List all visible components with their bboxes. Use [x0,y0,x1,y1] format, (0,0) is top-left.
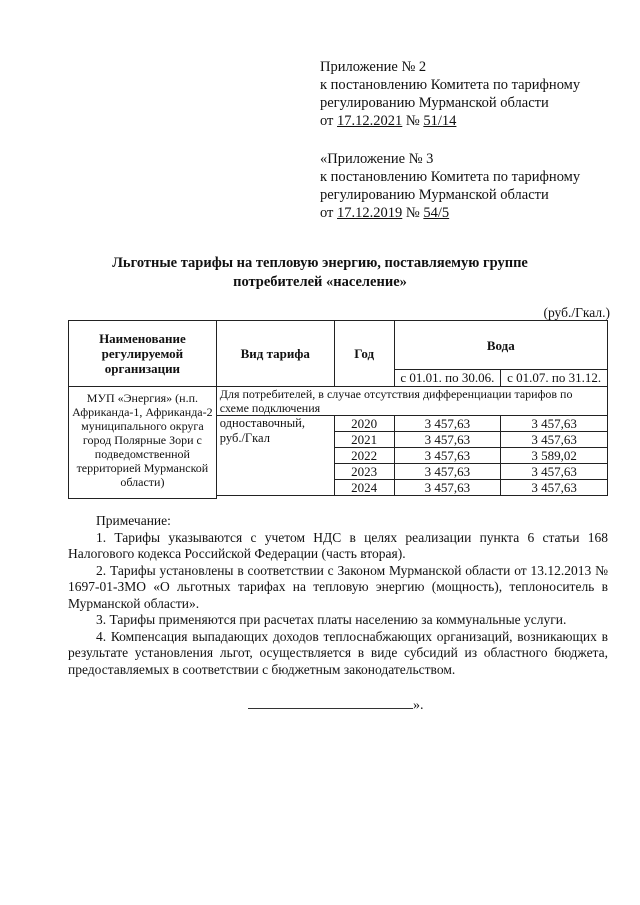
note-item: 1. Тарифы указываются с учетом НДС в целях реализации пункта 6 статьи 168 Налогового кодекса Российской Федерации (часть вторая). [68,529,608,561]
period-second-half: с 01.07. по 31.12. [501,370,608,387]
year-cell: 2020 [334,416,394,432]
closing-mark [248,698,424,714]
heading-line: Льготные тарифы на тепловую энергию, поставляемую группе [112,255,528,271]
notes-title: Примечание: [96,513,171,528]
value-cell: 3 457,63 [394,416,501,432]
spacer-cell [216,496,607,499]
tariff-type-cell: одноставочный, руб./Гкал [216,416,334,496]
document-heading [90,254,550,292]
value-cell: 3 457,63 [501,416,608,432]
value-cell: 3 457,63 [501,464,608,480]
signature-line [248,698,413,709]
appendix-date: 17.12.2021 [337,113,403,129]
from-label: от [320,113,338,129]
number-label: № [402,113,424,129]
header-year: Год [334,321,394,387]
note-item: 4. Компенсация выпадающих доходов теплоснабжающих организаций, возникающих в результате установления льгот, осуществляется в виде субсидий из областного бюджета, предоставляемых в соответствии с бюджетным законодательством. [68,628,608,677]
period-first-half: с 01.01. по 30.06. [394,370,501,387]
appendix-title: «Приложение № 3 [320,151,434,167]
year-cell: 2021 [334,432,394,448]
condition-cell: Для потребителей, в случае отсутствия дифференциации тарифов по схеме подключения [216,387,607,416]
appendix-number: 54/5 [423,205,450,221]
table-row [69,387,608,416]
appendix-header-original [320,150,620,222]
heading-line: потребителей «население» [233,274,407,290]
appendix-date-line [320,112,620,130]
appendix-line: регулированию Мурманской области [320,187,549,203]
value-cell: 3 457,63 [394,480,501,496]
year-cell: 2023 [334,464,394,480]
appendix-title: Приложение № 2 [320,59,427,75]
number-label: № [402,205,424,221]
year-cell: 2022 [334,448,394,464]
header-organization: Наименование регулируемой организации [69,321,217,387]
from-label: от [320,205,338,221]
appendix-line: к постановлению Комитета по тарифному [320,169,581,185]
value-cell: 3 457,63 [501,480,608,496]
tariff-table [68,320,608,499]
closing-quote: ». [413,698,424,713]
appendix-line: регулированию Мурманской области [320,95,549,111]
appendix-number: 51/14 [423,113,457,129]
value-cell: 3 589,02 [501,448,608,464]
appendix-line: к постановлению Комитета по тарифному [320,77,581,93]
appendix-date: 17.12.2019 [337,205,403,221]
note-item: 2. Тарифы установлены в соответствии с Законом Мурманской области от 13.12.2013 № 1697-01-ЗМО «О льготных тарифах на тепловую энергию (мощность), теплоноситель в Мурманской области». [68,562,608,611]
table-header-row [69,321,608,370]
note-item: 3. Тарифы применяются при расчетах платы населению за коммунальные услуги. [96,612,567,627]
appendix-header-current [320,58,620,130]
appendix-date-line [320,204,620,222]
organization-cell: МУП «Энергия» (н.п. Африканда-1, Африканда-2 муниципального округа город Полярные Зори с подведомственной территорией Мурманской области) [69,387,217,499]
header-tariff-type: Вид тарифа [216,321,334,387]
notes-section [68,513,608,678]
year-cell: 2024 [334,480,394,496]
value-cell: 3 457,63 [394,448,501,464]
header-water: Вода [394,321,607,370]
value-cell: 3 457,63 [394,464,501,480]
value-cell: 3 457,63 [394,432,501,448]
value-cell: 3 457,63 [501,432,608,448]
units-label: (руб./Гкал.) [543,305,610,320]
